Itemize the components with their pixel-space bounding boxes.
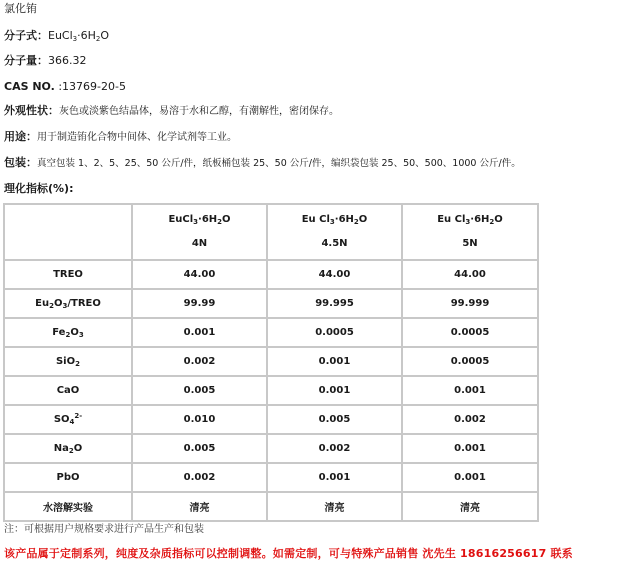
value-cell: 0.0005	[267, 318, 402, 347]
packaging-value: 真空包装 1、2、5、25、50 公斤/件，纸板桶包装 25、50 公斤/件，编织袋包装 25、50、500、1000 公斤/件。	[37, 158, 521, 169]
grade-label: 4.5N	[321, 238, 348, 249]
parameter-cell: $SO_4^{2-}$	[4, 405, 132, 434]
header-cell: Eu $Cl_3\cdot 6H_2O$ 5N	[402, 204, 538, 260]
cas-label: CAS NO.	[4, 80, 55, 93]
value-cell: 清亮	[267, 492, 402, 521]
parameter-cell: $Fe_2O_3$	[4, 318, 132, 347]
formula-value-mid: ·6H	[77, 29, 96, 42]
table-row	[4, 289, 538, 318]
value-cell: 0.001	[402, 463, 538, 492]
appearance-value: 灰色或淡紫色结晶体，易溶于水和乙醇，有潮解性，密闭保存。	[59, 106, 339, 117]
table-row	[4, 376, 538, 405]
table-row	[4, 260, 538, 289]
grade-label: 4N	[191, 238, 208, 249]
molecular-weight-line	[4, 54, 87, 68]
value-cell: 0.0005	[402, 347, 538, 376]
spec-title: 理化指标(%):	[4, 182, 74, 195]
grade-label: 5N	[462, 238, 478, 249]
value-cell: 清亮	[132, 492, 267, 521]
molecular-weight-value: 366.32	[48, 54, 87, 67]
value-cell: 0.005	[132, 434, 267, 463]
product-name: 氯化铕	[4, 2, 37, 15]
parameter-cell: PbO	[4, 463, 132, 492]
appearance-label: 外观性状：	[4, 104, 59, 117]
spec-table	[3, 203, 539, 522]
table-row	[4, 434, 538, 463]
table-header-row	[4, 204, 538, 260]
parameter-cell: $Eu_2O_3$/TREO	[4, 289, 132, 318]
table-row	[4, 492, 538, 521]
formula-line	[4, 29, 109, 43]
value-cell: 0.001	[132, 318, 267, 347]
formula-sub-1: 3	[72, 35, 78, 43]
appearance-line	[4, 104, 339, 119]
contact-notice: 该产品属于定制系列，纯度及杂质指标可以控制调整。如需定制，可与特殊产品销售 沈先生 18616256617 联系	[4, 547, 573, 560]
value-cell: 0.001	[402, 376, 538, 405]
value-cell: 99.999	[402, 289, 538, 318]
packaging-line	[4, 156, 521, 171]
value-cell: 0.001	[267, 463, 402, 492]
value-cell: 44.00	[267, 260, 402, 289]
table-row	[4, 463, 538, 492]
footnote: 注：可根据用户规格要求进行产品生产和包装	[4, 524, 204, 535]
value-cell: 44.00	[402, 260, 538, 289]
parameter-cell: CaO	[4, 376, 132, 405]
value-cell: 0.0005	[402, 318, 538, 347]
molecular-weight-label: 分子量：	[4, 54, 48, 67]
usage-value: 用于制造铕化合物中间体、化学试剂等工业。	[37, 132, 237, 143]
value-cell: 清亮	[402, 492, 538, 521]
header-cell: Eu $Cl_3\cdot 6H_2O$ 4.5N	[267, 204, 402, 260]
value-cell: 0.005	[267, 405, 402, 434]
cas-value: :13769-20-5	[58, 80, 126, 93]
formula-label: 分子式：	[4, 29, 48, 42]
parameter-cell: TREO	[4, 260, 132, 289]
usage-line	[4, 130, 237, 145]
table-row	[4, 405, 538, 434]
parameter-cell: 水溶解实验	[4, 492, 132, 521]
formula-sub-2: 2	[95, 35, 101, 43]
cas-line	[4, 80, 126, 94]
value-cell: 0.002	[132, 463, 267, 492]
value-cell: 0.002	[132, 347, 267, 376]
header-empty-cell	[4, 204, 132, 260]
value-cell: 0.002	[267, 434, 402, 463]
value-cell: 99.99	[132, 289, 267, 318]
table-row	[4, 347, 538, 376]
value-cell: 44.00	[132, 260, 267, 289]
value-cell: 99.995	[267, 289, 402, 318]
packaging-label: 包装：	[4, 156, 37, 169]
value-cell: 0.001	[267, 376, 402, 405]
table-row	[4, 318, 538, 347]
value-cell: 0.001	[402, 434, 538, 463]
value-cell: 0.005	[132, 376, 267, 405]
value-cell: 0.002	[402, 405, 538, 434]
usage-label: 用途：	[4, 130, 37, 143]
spec-table-body	[4, 204, 538, 521]
formula-value-post: O	[100, 29, 110, 42]
value-cell: 0.001	[267, 347, 402, 376]
formula-value-pre: EuCl	[48, 29, 73, 42]
value-cell: 0.010	[132, 405, 267, 434]
header-cell: $EuCl_3\cdot 6H_2O$ 4N	[132, 204, 267, 260]
parameter-cell: SiO$_2$	[4, 347, 132, 376]
parameter-cell: $Na_2O$	[4, 434, 132, 463]
